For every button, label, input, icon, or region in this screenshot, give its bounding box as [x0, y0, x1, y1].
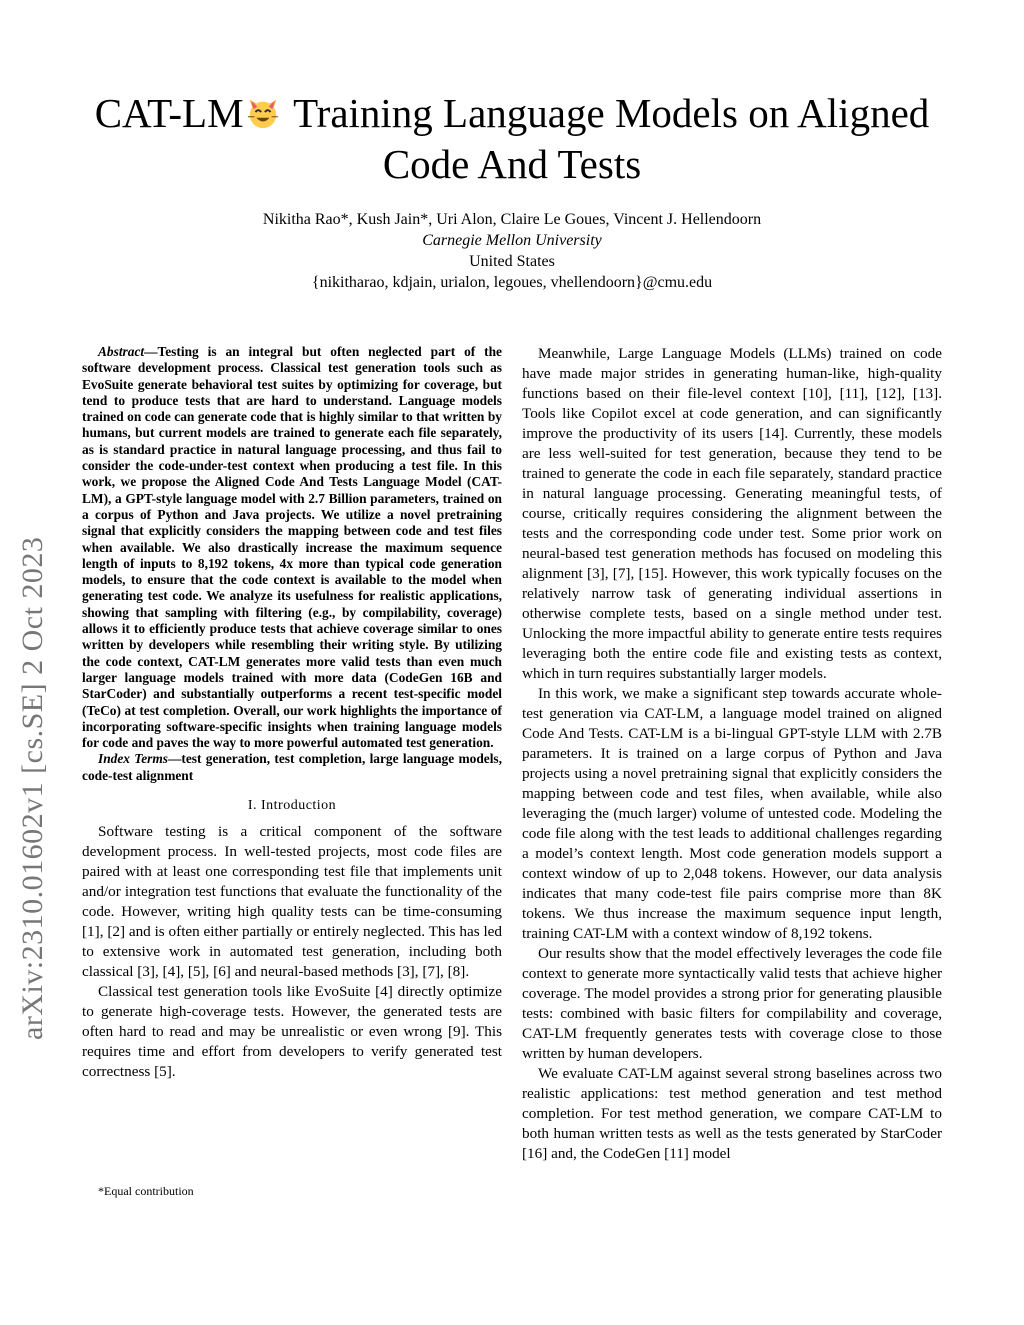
abstract-label: Abstract: [98, 344, 145, 359]
country: United States: [469, 253, 555, 270]
section-heading-introduction: I. Introduction: [247, 798, 337, 814]
right-column: [522, 344, 942, 1164]
right-paragraph-1: Meanwhile, Large Language Models (LLMs) trained on code have made major strides in generating human-like, high-quality functions based on their file-level context [10], [11], [12], [13]. Tools like Copilot excel at code generation, and can significantly improve the productivity of its users [14]. Currently, these models are less well-suited for test generation, because they tend to be trained to generate the code in each file separately, standard practice in natural language processing. Generating meaningful tests, of course, critically requires considering the alignment between the tests and the corresponding code under test. Some prior work on neural-based test generation methods has focused on modeling this alignment [3], [7], [15]. However, this work typically focuses on the relatively narrow task of generating individual assertions in otherwise complete tests, based on a single method under test. Unlocking the more impactful ability to generate entire tests requires leveraging both the entire code file and existing tests as context, which in turn requires substantially larger models.: [522, 345, 942, 682]
author-block: [0, 209, 1024, 293]
cat-emoji-icon: [246, 96, 280, 130]
abstract-text: —Testing is an integral but often neglected part of the software development process. Classical test generation tools such as EvoSuite generate behavioral test suites by optimizing for coverage, but tend to produce tests that are hard to understand. Language models trained on code can generate code that is highly similar to that written by humans, but current models are trained to generate each file separately, as is standard practice in natural language processing, and thus fail to consider the code-under-test context when producing a test file. In this work, we propose the Aligned Code And Tests Language Model (CAT-LM), a GPT-style language model with 2.7 Billion parameters, trained on a corpus of Python and Java projects. We utilize a novel pretraining signal that explicitly considers the mapping between code and test files when available. We also drastically increase the maximum sequence length of inputs to 8,192 tokens, 4x more than typical code generation models, to ensure that the code context is available to the model when generating test code. We analyze its usefulness for realistic applications, showing that sampling with filtering (e.g., by compilability, coverage) allows it to efficiently produce tests that achieve coverage similar to ones written by developers while resembling their writing style. By utilizing the code context, CAT-LM generates more valid tests than even much larger language models trained with more data (CodeGen 16B and StarCoder) and substantially outperforms a recent test-specific model (TeCo) at test completion. Overall, our work highlights the importance of incorporating software-specific insights when training language models for code and paves the way to more powerful automated test generation.: [82, 344, 502, 751]
footnote: *Equal contribution: [98, 1184, 194, 1198]
right-paragraph-4: We evaluate CAT-LM against several strong baselines across two realistic applications: test method generation and test method completion. For test method generation, we compare CAT-LM to both human written tests as well as the tests generated by StarCoder [16] and, the CodeGen [11] model: [522, 1065, 942, 1162]
index-terms-text: —test generation, test completion, large language models, code-test alignment: [82, 751, 502, 783]
arxiv-stamp: arXiv:2310.01602v1 [cs.SE] 2 Oct 2023: [16, 536, 49, 1040]
left-column: [82, 344, 502, 1082]
index-terms-label: Index Terms: [98, 751, 169, 767]
intro-paragraph-1: Software testing is a critical component of the software development process. In well-tested projects, most code files are paired with at least one corresponding test file that implements unit and/or integration test functions that evaluate the functionality of the code. However, writing high quality tests can be time-consuming [1], [2] and is often either partially or entirely neglected. This has led to extensive work in automated test generation, including both classical [3], [4], [5], [6] and neural-based methods [3], [7], [8].: [82, 823, 502, 981]
right-paragraph-3: Our results show that the model effectively leverages the code file context to generate more syntactically valid tests that achieve higher coverage. The model provides a strong prior for generating plausible tests: combined with basic filters for compilability and coverage, CAT-LM frequently generates tests with coverage close to those written by human developers.: [522, 945, 942, 1062]
emails: {nikitharao, kdjain, urialon, legoues, vhellendoorn}@cmu.edu: [311, 274, 713, 291]
right-paragraph-2: In this work, we make a significant step towards accurate whole-test generation via CAT-LM, a language model trained on aligned Code And Tests. CAT-LM is a bi-lingual GPT-style LLM with 2.7B parameters. It is trained on a large corpus of Python and Java projects using a novel pretraining signal that explicitly considers the mapping between code and test files, when available, while also leveraging the (much larger) volume of untested code. Modeling the code file along with the test leads to additional challenges regarding a model’s context length. Most code generation models support a context window of up to 2,048 tokens. However, our data analysis indicates that many code-test file pairs comprise more than 8K tokens. We thus increase the maximum sequence input length, training CAT-LM with a context window of 8,192 tokens.: [522, 685, 942, 942]
paper-title: CAT-LM Training Language Models on Aligned Code And Tests: [94, 90, 930, 187]
affiliation: Carnegie Mellon University: [422, 232, 602, 249]
author-list: Nikitha Rao*, Kush Jain*, Uri Alon, Claire Le Goues, Vincent J. Hellendoorn: [262, 211, 762, 228]
intro-paragraph-2: Classical test generation tools like EvoSuite [4] directly optimize to generate high-coverage tests. However, the generated tests are often hard to read and may be unrealistic or even wrong [9]. This requires time and effort from developers to verify generated test correctness [5].: [82, 983, 502, 1081]
abstract: [82, 344, 502, 784]
